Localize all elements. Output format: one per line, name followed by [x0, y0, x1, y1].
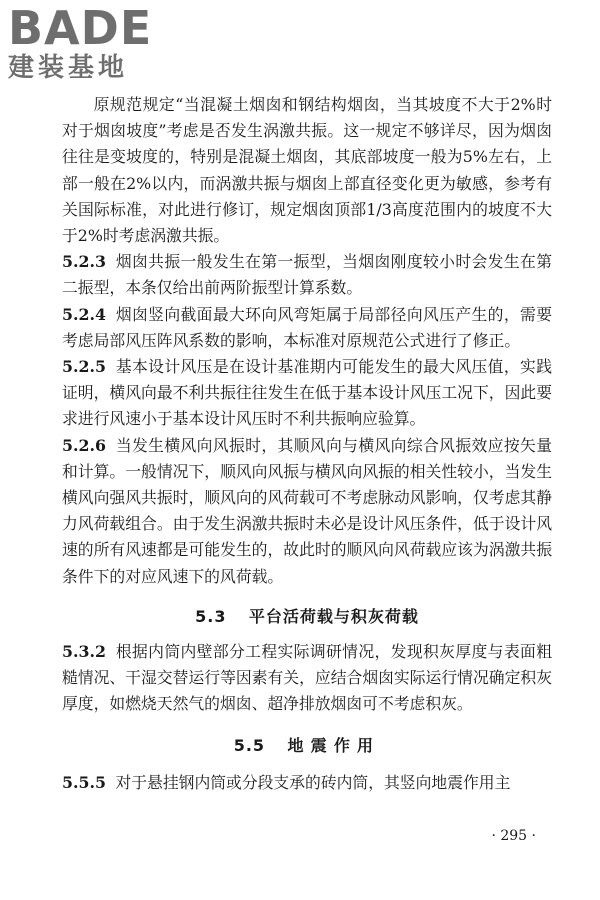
- section-number: 5.3: [195, 606, 227, 626]
- page-number: · 295 ·: [491, 828, 536, 844]
- clause-number: 5.2.3: [62, 252, 106, 272]
- clause-number: 5.3.2: [62, 641, 106, 661]
- clause-text: 对于悬挂钢内筒或分段支承的砖内筒，其竖向地震作用主: [115, 773, 511, 793]
- clause-5-2-4: [62, 302, 552, 354]
- clause-5-2-5: [62, 354, 552, 433]
- clause-5-3-2: [62, 639, 552, 718]
- clause-text: 烟囱竖向截面最大环向风弯矩属于局部径向风压产生的，需要考虑局部风压阵风系数的影响，本标准对原规范公式进行了修正。: [62, 304, 552, 350]
- section-heading-5-5: [62, 733, 552, 756]
- clause-number: 5.5.5: [62, 773, 106, 793]
- clause-number: 5.2.5: [62, 357, 106, 377]
- logo-subtitle: 建装基地: [8, 53, 129, 83]
- clause-5-2-3: [62, 249, 552, 301]
- clause-number: 5.2.6: [62, 435, 106, 455]
- clause-5-2-6: [62, 433, 552, 590]
- section-title: 平台活荷载与积灰荷载: [248, 606, 419, 626]
- intro-paragraph: 原规范规定“当混凝土烟囱和钢结构烟囱，当其坡度不大于2%时对于烟囱坡度”考虑是否发生涡激共振。这一规定不够详尽，因为烟囱往往是变坡度的，特别是混凝土烟囱，其底部坡度一般为5%左右，上部一般在2%以内，而涡激共振与烟囱上部直径变化更为敏感，参考有关国际标准，对此进行修订，规定烟囱顶部1/3高度范围内的坡度不大于2%时考虑涡激共振。: [62, 95, 552, 246]
- clause-5-5-5: [62, 770, 552, 796]
- clause-number: 5.2.4: [62, 304, 106, 324]
- clause-text: 烟囱共振一般发生在第一振型，当烟囱刚度较小时会发生在第二振型，本条仅给出前两阶振型计算系数。: [62, 252, 552, 298]
- section-heading-5-3: [62, 604, 552, 627]
- section-number: 5.5: [233, 736, 266, 756]
- page-body: [62, 92, 552, 797]
- clause-text: 当发生横风向风振时，其顺风向与横风向综合风振效应按矢量和计算。一般情况下，顺风向风振与横风向风振的相关性较小，当发生横风向强风共振时，顺风向的风荷载可不考虑脉动风影响，仅考虑其静力风荷载组合。由于发生涡激共振时未必是设计风压条件，低于设计风速的所有风速都是可能发生的，故此时的顺风向风荷载应该为涡激共振条件下的对应风速下的风荷载。: [62, 435, 552, 586]
- logo-brand: BADE: [8, 1, 153, 55]
- clause-text: 基本设计风压是在设计基准期内可能发生的最大风压值，实践证明，横风向最不利共振往往发生在低于基本设计风压工况下，因此要求进行风速小于基本设计风压时不利共振响应验算。: [62, 357, 552, 429]
- logo: [8, 1, 153, 83]
- clause-text: 根据内筒内壁部分工程实际调研情况，发现积灰厚度与表面粗糙情况、干湿交替运行等因素有关，应结合烟囱实际运行情况确定积灰厚度，如燃烧天然气的烟囱、超净排放烟囱可不考虑积灰。: [62, 641, 552, 714]
- section-title: 地震作用: [287, 736, 381, 756]
